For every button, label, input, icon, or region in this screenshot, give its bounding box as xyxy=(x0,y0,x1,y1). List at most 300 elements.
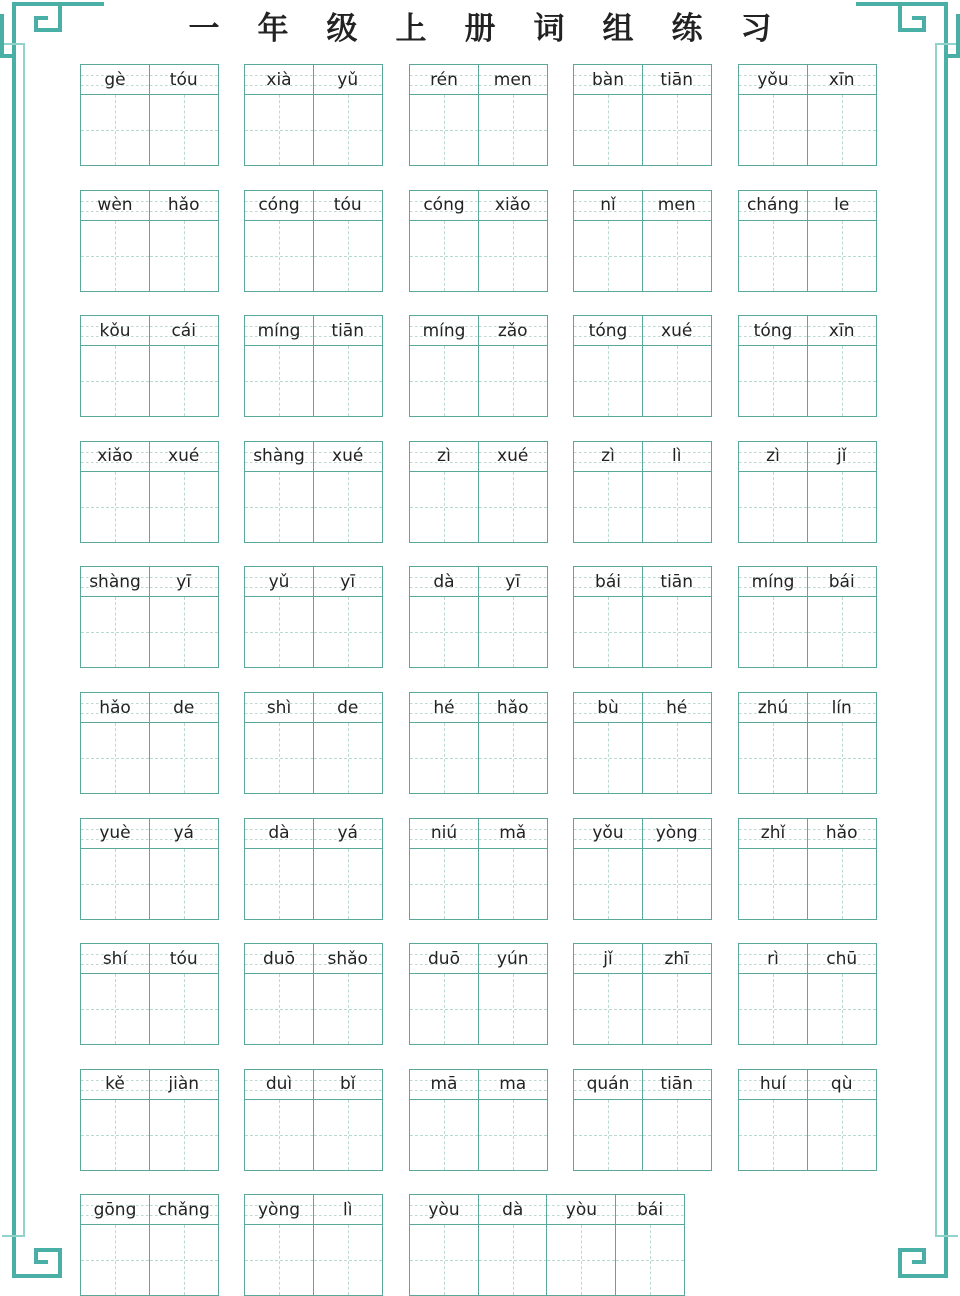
hanzi-writing-box[interactable] xyxy=(643,221,711,291)
practice-cell xyxy=(409,1069,479,1171)
hanzi-writing-box[interactable] xyxy=(574,849,642,919)
hanzi-writing-box[interactable] xyxy=(808,95,876,165)
practice-cell xyxy=(313,441,383,543)
practice-cell xyxy=(313,818,383,920)
practice-cell xyxy=(573,692,643,794)
pinyin-label: míng xyxy=(245,316,313,346)
hanzi-writing-box[interactable] xyxy=(479,597,547,667)
practice-cell xyxy=(807,190,877,292)
practice-cell xyxy=(80,64,150,166)
practice-cell xyxy=(642,315,712,417)
hanzi-writing-box[interactable] xyxy=(81,597,149,667)
pinyin-label: men xyxy=(643,191,711,221)
word-group xyxy=(573,441,710,543)
word-group xyxy=(409,315,546,417)
hanzi-writing-box[interactable] xyxy=(150,849,218,919)
practice-cell xyxy=(313,315,383,417)
pinyin-label: yuè xyxy=(81,819,149,849)
hanzi-writing-box[interactable] xyxy=(479,95,547,165)
pinyin-label: tiān xyxy=(643,567,711,597)
pinyin-label: jǐ xyxy=(808,442,876,472)
hanzi-writing-box[interactable] xyxy=(739,849,807,919)
hanzi-writing-box[interactable] xyxy=(479,221,547,291)
practice-cell xyxy=(615,1194,685,1296)
pinyin-label: rì xyxy=(739,944,807,974)
word-group xyxy=(738,190,875,292)
pinyin-label: duì xyxy=(245,1070,313,1100)
practice-cell xyxy=(807,818,877,920)
pinyin-label: de xyxy=(150,693,218,723)
hanzi-writing-box[interactable] xyxy=(314,849,382,919)
practice-cell xyxy=(80,1194,150,1296)
hanzi-writing-box[interactable] xyxy=(479,346,547,416)
pinyin-label: yǔ xyxy=(245,567,313,597)
practice-cell xyxy=(409,315,479,417)
practice-cell xyxy=(80,1069,150,1171)
pinyin-label: xīn xyxy=(808,65,876,95)
word-group xyxy=(80,818,217,920)
pinyin-label: tóu xyxy=(314,191,382,221)
practice-cell xyxy=(149,315,219,417)
word-group xyxy=(409,1194,684,1296)
pinyin-label: hǎo xyxy=(150,191,218,221)
hanzi-writing-box[interactable] xyxy=(643,95,711,165)
practice-cell xyxy=(642,692,712,794)
pinyin-label: lín xyxy=(808,693,876,723)
hanzi-writing-box[interactable] xyxy=(479,472,547,542)
word-group xyxy=(573,1069,710,1171)
pinyin-label: jǐ xyxy=(574,944,642,974)
practice-cell xyxy=(738,943,808,1045)
practice-cell xyxy=(478,190,548,292)
pinyin-label: cóng xyxy=(245,191,313,221)
hanzi-writing-box[interactable] xyxy=(643,849,711,919)
pinyin-label: tiān xyxy=(643,1070,711,1100)
practice-cell xyxy=(738,1069,808,1171)
practice-cell xyxy=(80,943,150,1045)
practice-cell xyxy=(244,1194,314,1296)
hanzi-writing-box[interactable] xyxy=(245,1100,313,1170)
practice-cell xyxy=(313,1194,383,1296)
hanzi-writing-box[interactable] xyxy=(574,472,642,542)
hanzi-writing-box[interactable] xyxy=(81,95,149,165)
practice-cell xyxy=(642,566,712,668)
pinyin-label: bǐ xyxy=(314,1070,382,1100)
pinyin-label: tóng xyxy=(739,316,807,346)
practice-cell xyxy=(80,818,150,920)
pinyin-label: yòng xyxy=(643,819,711,849)
practice-cell xyxy=(642,441,712,543)
pinyin-label: ma xyxy=(479,1070,547,1100)
pinyin-label: jiàn xyxy=(150,1070,218,1100)
hanzi-writing-box[interactable] xyxy=(410,974,478,1044)
pinyin-label: le xyxy=(808,191,876,221)
pinyin-label: lì xyxy=(314,1195,382,1225)
pinyin-label: chū xyxy=(808,944,876,974)
practice-cell xyxy=(642,1069,712,1171)
practice-cell xyxy=(409,692,479,794)
hanzi-writing-box[interactable] xyxy=(808,597,876,667)
hanzi-writing-box[interactable] xyxy=(574,597,642,667)
hanzi-writing-box[interactable] xyxy=(547,1225,615,1295)
hanzi-writing-box[interactable] xyxy=(479,1100,547,1170)
word-group xyxy=(80,1194,217,1296)
hanzi-writing-box[interactable] xyxy=(245,472,313,542)
practice-cell xyxy=(478,1069,548,1171)
practice-cell xyxy=(313,566,383,668)
practice-cell xyxy=(546,1194,616,1296)
pinyin-label: kě xyxy=(81,1070,149,1100)
practice-cell xyxy=(149,190,219,292)
practice-cell xyxy=(313,64,383,166)
hanzi-writing-box[interactable] xyxy=(314,346,382,416)
word-group xyxy=(409,64,546,166)
hanzi-writing-box[interactable] xyxy=(479,974,547,1044)
practice-cell xyxy=(149,692,219,794)
pinyin-label: qù xyxy=(808,1070,876,1100)
word-group xyxy=(573,190,710,292)
hanzi-writing-box[interactable] xyxy=(314,974,382,1044)
hanzi-writing-box[interactable] xyxy=(410,1100,478,1170)
hanzi-writing-box[interactable] xyxy=(410,723,478,793)
practice-cell xyxy=(149,943,219,1045)
hanzi-writing-box[interactable] xyxy=(574,1100,642,1170)
hanzi-writing-box[interactable] xyxy=(739,1100,807,1170)
pinyin-label: xiǎo xyxy=(81,442,149,472)
hanzi-writing-box[interactable] xyxy=(739,974,807,1044)
hanzi-writing-box[interactable] xyxy=(410,472,478,542)
pinyin-label: xīn xyxy=(808,316,876,346)
pinyin-label: yǒu xyxy=(739,65,807,95)
hanzi-writing-box[interactable] xyxy=(574,974,642,1044)
hanzi-writing-box[interactable] xyxy=(808,472,876,542)
hanzi-writing-box[interactable] xyxy=(739,472,807,542)
hanzi-writing-box[interactable] xyxy=(643,974,711,1044)
pinyin-label: cóng xyxy=(410,191,478,221)
pinyin-label: men xyxy=(479,65,547,95)
pinyin-label: shì xyxy=(245,693,313,723)
hanzi-writing-box[interactable] xyxy=(245,974,313,1044)
hanzi-writing-box[interactable] xyxy=(410,221,478,291)
word-group xyxy=(409,190,546,292)
pinyin-label: zhǐ xyxy=(739,819,807,849)
pinyin-label: huí xyxy=(739,1070,807,1100)
hanzi-writing-box[interactable] xyxy=(410,849,478,919)
hanzi-writing-box[interactable] xyxy=(150,1225,218,1295)
pinyin-label: xiǎo xyxy=(479,191,547,221)
hanzi-writing-box[interactable] xyxy=(808,974,876,1044)
hanzi-writing-box[interactable] xyxy=(150,95,218,165)
practice-cell xyxy=(409,190,479,292)
practice-cell xyxy=(738,64,808,166)
practice-cell xyxy=(80,566,150,668)
hanzi-writing-box[interactable] xyxy=(739,221,807,291)
word-group xyxy=(244,1194,381,1296)
pinyin-label: shí xyxy=(81,944,149,974)
practice-cell xyxy=(244,190,314,292)
hanzi-writing-box[interactable] xyxy=(739,95,807,165)
word-group xyxy=(80,315,217,417)
practice-cell xyxy=(80,315,150,417)
practice-cell xyxy=(149,566,219,668)
hanzi-writing-box[interactable] xyxy=(245,95,313,165)
hanzi-writing-box[interactable] xyxy=(479,849,547,919)
practice-cell xyxy=(313,943,383,1045)
hanzi-writing-box[interactable] xyxy=(479,1225,547,1295)
hanzi-writing-box[interactable] xyxy=(314,723,382,793)
hanzi-writing-box[interactable] xyxy=(150,1100,218,1170)
hanzi-writing-box[interactable] xyxy=(81,346,149,416)
word-group xyxy=(738,1069,875,1171)
pinyin-label: cháng xyxy=(739,191,807,221)
pinyin-label: mā xyxy=(410,1070,478,1100)
pinyin-label: gōng xyxy=(81,1195,149,1225)
hanzi-writing-box[interactable] xyxy=(81,723,149,793)
pinyin-label: míng xyxy=(739,567,807,597)
word-group xyxy=(738,566,875,668)
pinyin-label: zǎo xyxy=(479,316,547,346)
hanzi-writing-box[interactable] xyxy=(245,1225,313,1295)
hanzi-writing-box[interactable] xyxy=(574,346,642,416)
practice-cell xyxy=(478,692,548,794)
hanzi-writing-box[interactable] xyxy=(739,346,807,416)
practice-cell xyxy=(149,1194,219,1296)
pinyin-label: yī xyxy=(150,567,218,597)
word-group xyxy=(80,441,217,543)
pinyin-label: yī xyxy=(314,567,382,597)
practice-cell xyxy=(807,943,877,1045)
pinyin-label: zì xyxy=(410,442,478,472)
word-group xyxy=(573,943,710,1045)
hanzi-writing-box[interactable] xyxy=(150,597,218,667)
hanzi-writing-box[interactable] xyxy=(314,1225,382,1295)
pinyin-label: quán xyxy=(574,1070,642,1100)
pinyin-label: bái xyxy=(616,1195,684,1225)
word-group xyxy=(244,943,381,1045)
pinyin-label: kǒu xyxy=(81,316,149,346)
word-group xyxy=(80,1069,217,1171)
pinyin-label: bàn xyxy=(574,65,642,95)
practice-cell xyxy=(149,818,219,920)
practice-cell xyxy=(738,190,808,292)
practice-cell xyxy=(573,1069,643,1171)
hanzi-writing-box[interactable] xyxy=(574,95,642,165)
practice-cell xyxy=(642,943,712,1045)
pinyin-label: lì xyxy=(643,442,711,472)
pinyin-label: hé xyxy=(410,693,478,723)
word-group xyxy=(409,1069,546,1171)
hanzi-writing-box[interactable] xyxy=(314,472,382,542)
practice-cell xyxy=(478,1194,548,1296)
pinyin-label: chǎng xyxy=(150,1195,218,1225)
hanzi-writing-box[interactable] xyxy=(808,221,876,291)
practice-cell xyxy=(738,566,808,668)
hanzi-writing-box[interactable] xyxy=(643,1100,711,1170)
hanzi-writing-box[interactable] xyxy=(410,597,478,667)
practice-cell xyxy=(80,190,150,292)
hanzi-writing-box[interactable] xyxy=(81,1100,149,1170)
practice-cell xyxy=(313,1069,383,1171)
hanzi-writing-box[interactable] xyxy=(314,95,382,165)
hanzi-writing-box[interactable] xyxy=(81,472,149,542)
practice-cell xyxy=(80,441,150,543)
hanzi-writing-box[interactable] xyxy=(739,723,807,793)
hanzi-writing-box[interactable] xyxy=(808,849,876,919)
pinyin-label: yǒu xyxy=(574,819,642,849)
practice-cell xyxy=(80,692,150,794)
pinyin-label: xià xyxy=(245,65,313,95)
word-group xyxy=(738,692,875,794)
practice-cell xyxy=(409,64,479,166)
word-group xyxy=(244,315,381,417)
pinyin-label: dà xyxy=(245,819,313,849)
hanzi-writing-box[interactable] xyxy=(479,723,547,793)
practice-cell xyxy=(573,315,643,417)
hanzi-writing-box[interactable] xyxy=(245,346,313,416)
practice-cell xyxy=(244,818,314,920)
hanzi-writing-box[interactable] xyxy=(616,1225,684,1295)
pinyin-label: hǎo xyxy=(808,819,876,849)
pinyin-label: xué xyxy=(479,442,547,472)
practice-cell xyxy=(738,818,808,920)
hanzi-writing-box[interactable] xyxy=(150,221,218,291)
practice-cell xyxy=(642,64,712,166)
hanzi-writing-box[interactable] xyxy=(150,723,218,793)
hanzi-writing-box[interactable] xyxy=(643,346,711,416)
hanzi-writing-box[interactable] xyxy=(150,472,218,542)
practice-cell xyxy=(244,692,314,794)
word-group xyxy=(244,1069,381,1171)
pinyin-label: bù xyxy=(574,693,642,723)
pinyin-label: cái xyxy=(150,316,218,346)
hanzi-writing-box[interactable] xyxy=(245,849,313,919)
practice-cell xyxy=(807,441,877,543)
practice-cell xyxy=(478,441,548,543)
hanzi-writing-box[interactable] xyxy=(410,1225,478,1295)
word-group xyxy=(244,190,381,292)
hanzi-writing-box[interactable] xyxy=(643,472,711,542)
practice-cell xyxy=(313,190,383,292)
hanzi-writing-box[interactable] xyxy=(314,1100,382,1170)
hanzi-writing-box[interactable] xyxy=(410,346,478,416)
pinyin-label: bái xyxy=(574,567,642,597)
word-group xyxy=(738,441,875,543)
pinyin-label: shǎo xyxy=(314,944,382,974)
pinyin-label: hǎo xyxy=(81,693,149,723)
hanzi-writing-box[interactable] xyxy=(81,221,149,291)
practice-cell xyxy=(573,818,643,920)
word-group xyxy=(80,64,217,166)
hanzi-writing-box[interactable] xyxy=(245,723,313,793)
practice-cell xyxy=(244,566,314,668)
word-group xyxy=(409,692,546,794)
practice-cell xyxy=(738,441,808,543)
hanzi-writing-box[interactable] xyxy=(808,346,876,416)
hanzi-writing-box[interactable] xyxy=(643,597,711,667)
practice-cell xyxy=(738,315,808,417)
word-group xyxy=(409,441,546,543)
pinyin-label: zhú xyxy=(739,693,807,723)
hanzi-writing-box[interactable] xyxy=(81,974,149,1044)
hanzi-writing-box[interactable] xyxy=(574,723,642,793)
practice-cell xyxy=(478,315,548,417)
pinyin-label: dà xyxy=(479,1195,547,1225)
word-group xyxy=(80,943,217,1045)
hanzi-writing-box[interactable] xyxy=(314,597,382,667)
pinyin-label: yòng xyxy=(245,1195,313,1225)
word-group xyxy=(738,943,875,1045)
hanzi-writing-box[interactable] xyxy=(81,1225,149,1295)
practice-cell xyxy=(313,692,383,794)
pinyin-label: yún xyxy=(479,944,547,974)
pinyin-label: tiān xyxy=(643,65,711,95)
word-group xyxy=(409,818,546,920)
hanzi-writing-box[interactable] xyxy=(150,974,218,1044)
practice-cell xyxy=(573,943,643,1045)
word-group xyxy=(738,315,875,417)
word-group xyxy=(244,566,381,668)
hanzi-writing-box[interactable] xyxy=(410,95,478,165)
hanzi-writing-box[interactable] xyxy=(245,597,313,667)
pinyin-label: zì xyxy=(739,442,807,472)
pinyin-label: nǐ xyxy=(574,191,642,221)
page-title: 一年级上册词组练习 xyxy=(188,10,810,47)
practice-cell xyxy=(573,190,643,292)
practice-cell xyxy=(244,64,314,166)
hanzi-writing-box[interactable] xyxy=(150,346,218,416)
practice-cell xyxy=(409,441,479,543)
practice-cell xyxy=(244,315,314,417)
pinyin-label: xué xyxy=(314,442,382,472)
hanzi-writing-box[interactable] xyxy=(643,723,711,793)
hanzi-writing-box[interactable] xyxy=(81,849,149,919)
practice-cell xyxy=(149,64,219,166)
hanzi-writing-box[interactable] xyxy=(739,597,807,667)
pinyin-label: tóng xyxy=(574,316,642,346)
pinyin-label: yá xyxy=(150,819,218,849)
hanzi-writing-box[interactable] xyxy=(808,1100,876,1170)
pinyin-label: hǎo xyxy=(479,693,547,723)
pinyin-label: mǎ xyxy=(479,819,547,849)
pinyin-label: xué xyxy=(150,442,218,472)
pinyin-label: yòu xyxy=(410,1195,478,1225)
word-group xyxy=(738,64,875,166)
pinyin-label: tiān xyxy=(314,316,382,346)
hanzi-writing-box[interactable] xyxy=(314,221,382,291)
pinyin-label: zì xyxy=(574,442,642,472)
hanzi-writing-box[interactable] xyxy=(574,221,642,291)
word-group xyxy=(80,692,217,794)
practice-cell xyxy=(244,943,314,1045)
practice-cell xyxy=(149,441,219,543)
pinyin-label: duō xyxy=(245,944,313,974)
pinyin-label: yǔ xyxy=(314,65,382,95)
pinyin-label: bái xyxy=(808,567,876,597)
pinyin-label: rén xyxy=(410,65,478,95)
pinyin-label: zhī xyxy=(643,944,711,974)
hanzi-writing-box[interactable] xyxy=(808,723,876,793)
practice-cell xyxy=(807,566,877,668)
word-group xyxy=(244,692,381,794)
word-group xyxy=(244,818,381,920)
practice-cell xyxy=(409,1194,479,1296)
pinyin-label: wèn xyxy=(81,191,149,221)
pinyin-label: duō xyxy=(410,944,478,974)
hanzi-writing-box[interactable] xyxy=(245,221,313,291)
word-group xyxy=(573,315,710,417)
practice-cell xyxy=(478,64,548,166)
word-group xyxy=(244,64,381,166)
